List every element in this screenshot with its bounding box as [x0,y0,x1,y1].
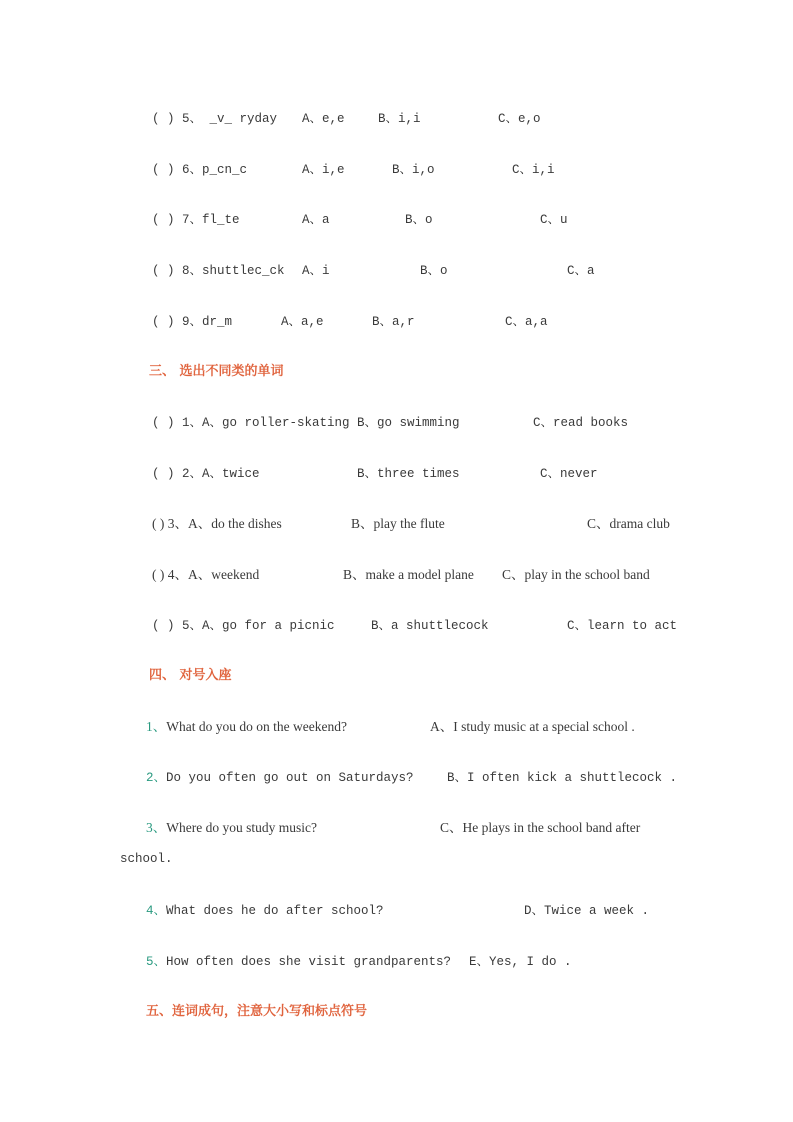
question: Do you often go out on Saturdays? [166,771,414,785]
answer: B、I often kick a shuttlecock . [447,771,678,785]
option-b: B、make a model plane [343,567,474,582]
option-b: B、three times [357,467,460,481]
question: ( ) 5、A、go for a picnic [152,619,335,633]
option-a: A、a [302,213,330,227]
answer: A、I study music at a special school . [430,719,635,734]
answer: C、He plays in the school band after [440,820,641,835]
section-heading: 三、 选出不同类的单词 [149,364,284,379]
option-c: C、never [540,467,598,481]
item-number: 4、 [146,904,167,918]
section-heading: 五、连词成句，注意大小写和标点符号 [146,1004,368,1019]
question: ( ) 5、 _v_ ryday [152,112,278,126]
question: ( ) 1、A、go roller-skating [152,416,350,430]
question: ( ) 9、dr_m [152,315,233,329]
question: ( ) 3、A、do the dishes [152,516,282,531]
question: ( ) 2、A、twice [152,467,260,481]
question: How often does she visit grandparents? [166,955,452,969]
question: What does he do after school? [166,904,384,918]
option-c: C、learn to act [567,619,678,633]
option-c: C、e,o [498,112,541,126]
question: ( ) 8、shuttlec_ck [152,264,285,278]
item-number: 5、 [146,955,167,969]
question: ( ) 6、p_cn_c [152,163,248,177]
section-heading: 四、 对号入座 [149,668,232,683]
answer: D、Twice a week . [524,904,650,918]
question: ( ) 7、fl_te [152,213,240,227]
option-a: A、i [302,264,330,278]
option-b: B、a,r [372,315,415,329]
item-number: 1、 [146,719,167,734]
option-c: C、i,i [512,163,555,177]
question: What do you do on the weekend? [166,719,347,734]
option-b: B、i,o [392,163,435,177]
option-b: B、go swimming [357,416,460,430]
option-a: A、a,e [281,315,324,329]
option-a: A、e,e [302,112,345,126]
option-c: C、drama club [587,516,670,531]
question: ( ) 4、A、weekend [152,567,260,582]
item-number: 2、 [146,771,167,785]
option-a: A、i,e [302,163,345,177]
question: Where do you study music? [166,820,317,835]
option-c: C、play in the school band [502,567,650,582]
option-c: C、read books [533,416,629,430]
answer-continuation: school. [120,852,173,866]
option-b: B、a shuttlecock [371,619,489,633]
option-c: C、a [567,264,595,278]
option-b: B、i,i [378,112,421,126]
option-b: B、o [405,213,433,227]
option-b: B、play the flute [351,516,445,531]
answer: E、Yes, I do . [469,955,572,969]
option-b: B、o [420,264,448,278]
item-number: 3、 [146,820,167,835]
option-c: C、u [540,213,568,227]
option-c: C、a,a [505,315,548,329]
